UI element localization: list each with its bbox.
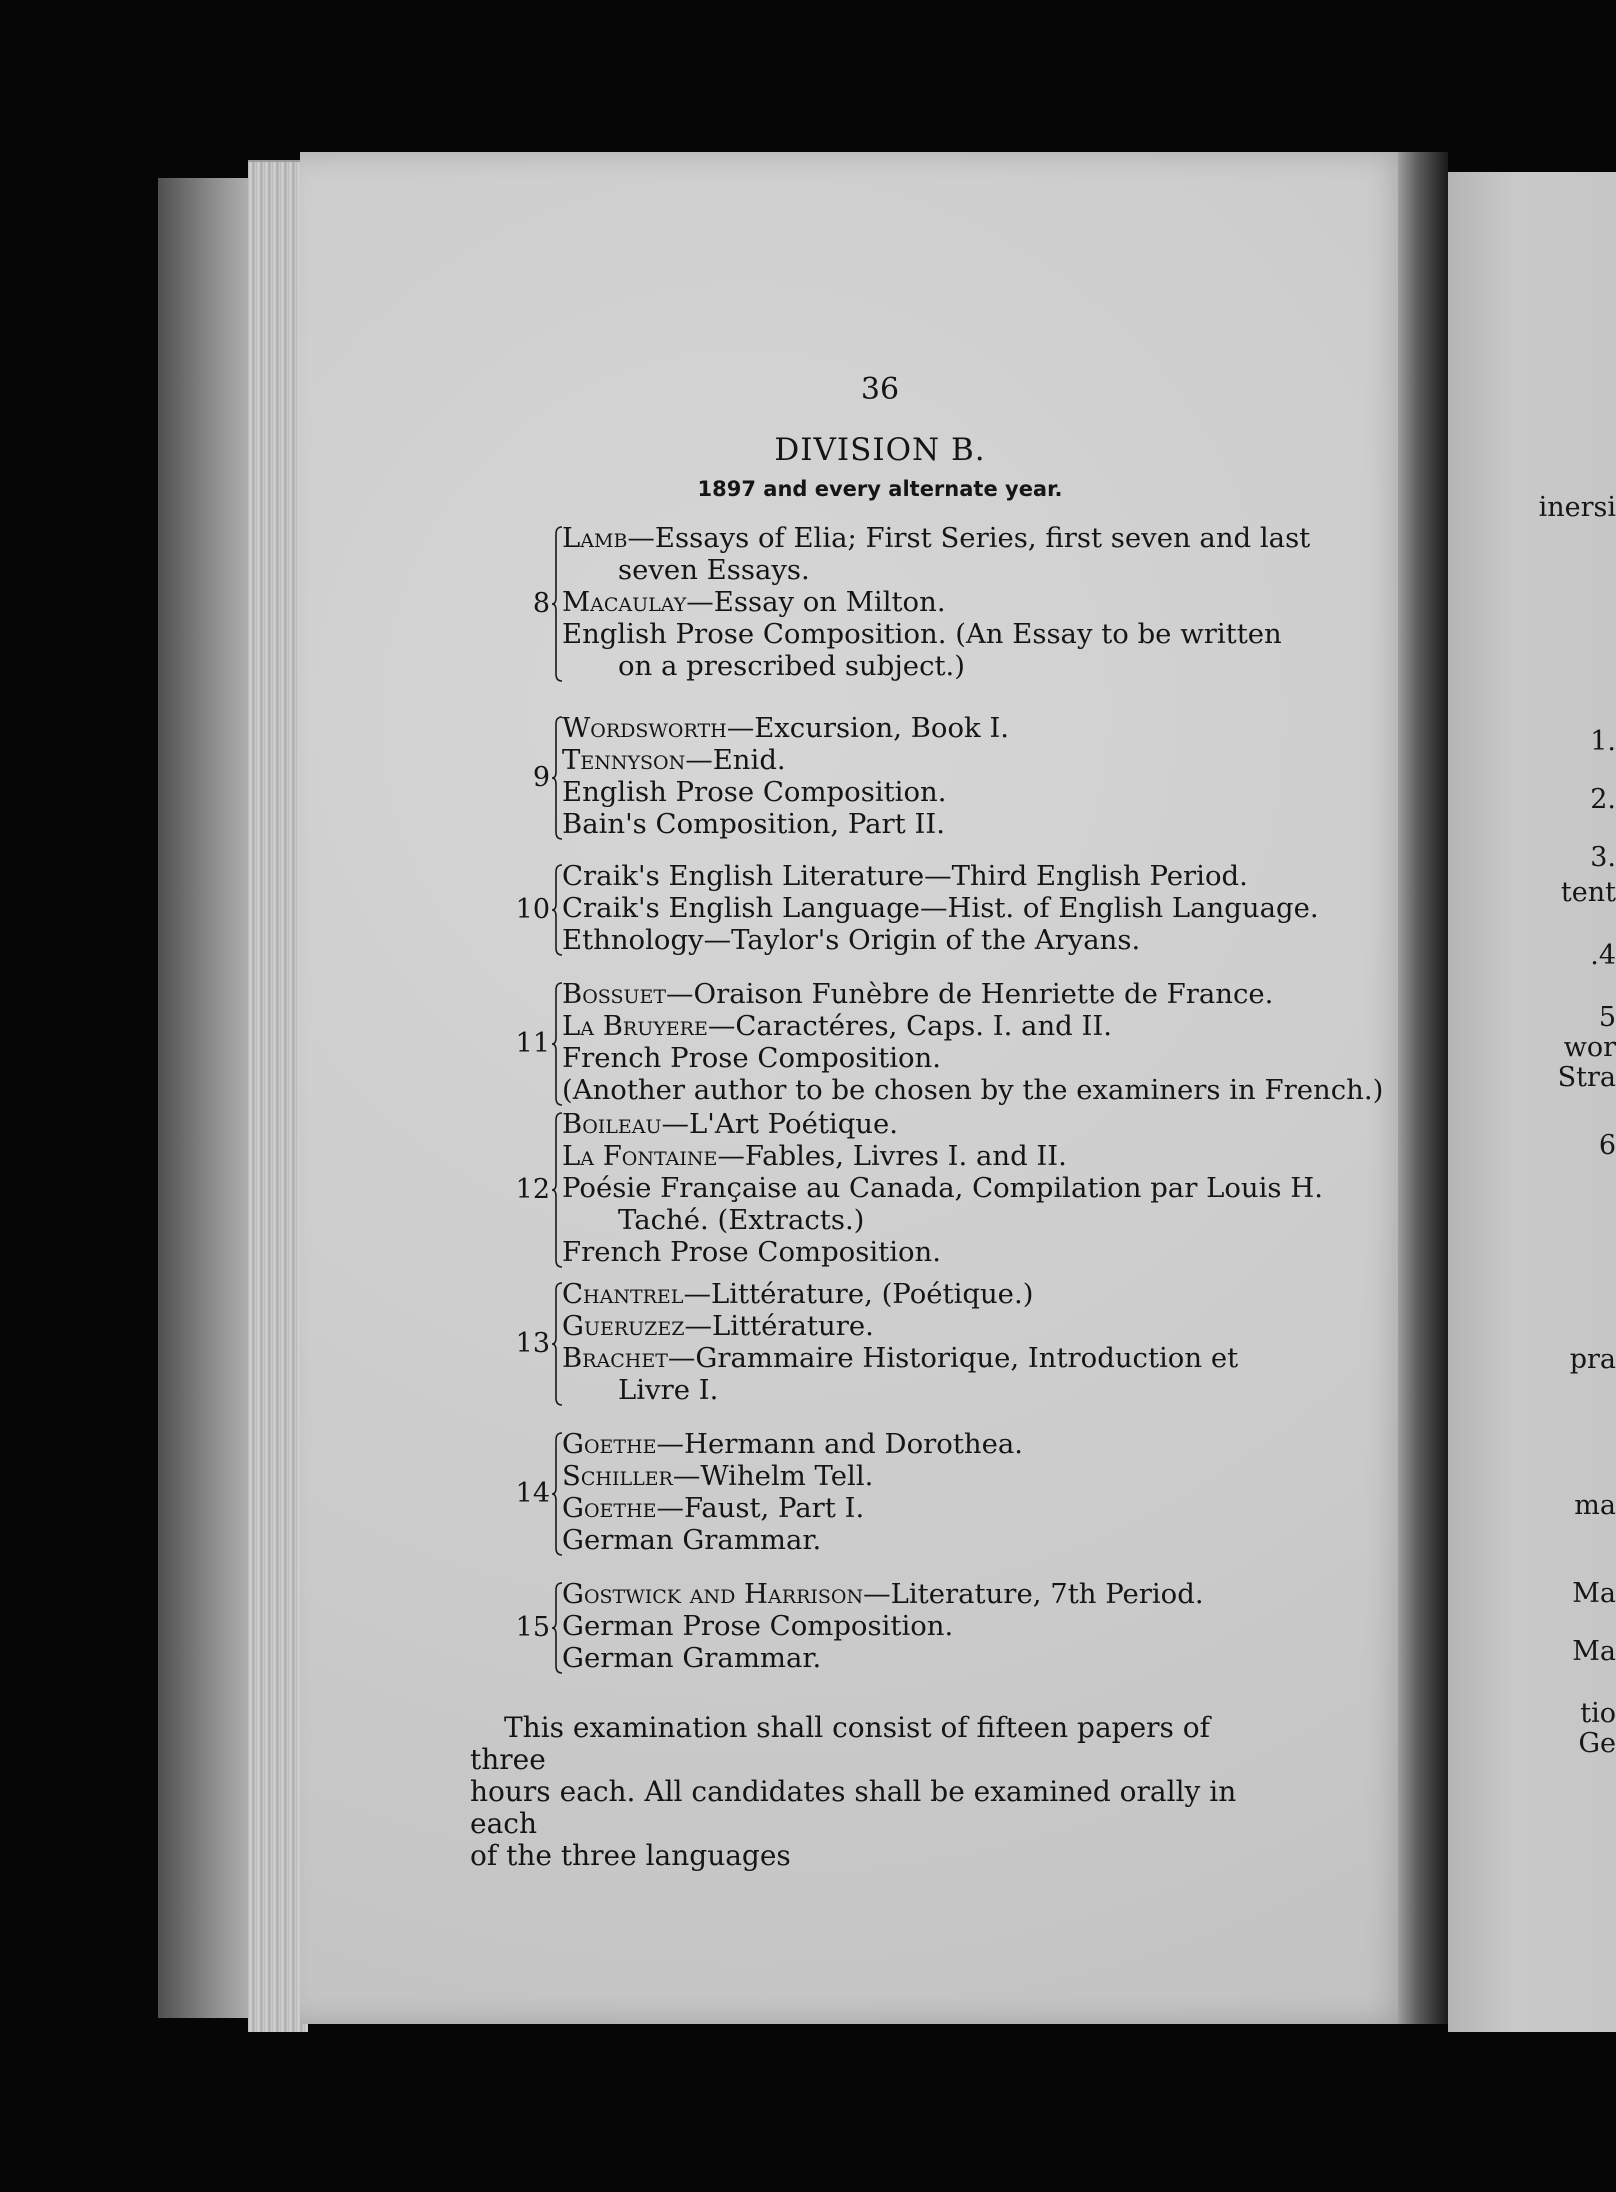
course-text: Ethnology—Taylor's Origin of the Aryans. [562,924,1141,956]
course-group [470,712,1300,840]
next-page-fragment: Ge [1578,1728,1616,1759]
group-number: 15 [515,1612,550,1643]
next-page-fragment: 2. [1590,784,1616,815]
course-group [470,978,1384,1106]
book-gutter [1398,152,1448,2024]
course-line [562,1010,1298,1042]
course-line [562,1074,1384,1106]
page-number: 36 [860,372,900,407]
course-text: —Essays of Elia; First Series, first seven and last [627,522,1311,554]
course-line [562,1578,1298,1610]
course-line [562,1342,1298,1374]
course-text: —Hermann and Dorothea. [656,1428,1024,1460]
closing-line: This examination shall consist of fifteen papers of three [470,1711,1211,1776]
author-name: La Bruyere [562,1010,708,1042]
course-text: Livre I. [618,1374,719,1406]
group-lines [562,1578,1298,1674]
course-line [562,1204,1298,1236]
author-name: Lamb [562,522,628,554]
course-line [562,1140,1298,1172]
author-name: Gueruzez [562,1310,685,1342]
course-text: —L'Art Poétique. [661,1108,899,1140]
group-number: 13 [515,1328,550,1359]
group-lines [562,1278,1298,1406]
next-page-fragment: Ma [1572,1578,1616,1609]
course-text: on a prescribed subject.) [618,650,965,682]
group-lines [562,1428,1298,1556]
closing-paragraph [470,1712,1290,1872]
course-text: —Essay on Milton. [686,586,946,618]
course-line [562,554,1298,586]
author-name: Goethe [562,1428,657,1460]
course-line [562,618,1298,650]
course-group [470,1428,1300,1556]
course-text: —Fables, Livres I. and II. [717,1140,1067,1172]
course-group [470,522,1311,682]
group-number: 14 [515,1478,550,1509]
course-text: —Grammaire Historique, Introduction et [667,1342,1239,1374]
course-line [562,1524,1298,1556]
course-text: —Literature, 7th Period. [863,1578,1204,1610]
next-page-fragment: Ma [1572,1636,1616,1667]
author-name: Boileau [562,1108,662,1140]
next-page-fragment: pra [1569,1344,1616,1375]
course-text: German Grammar. [562,1524,822,1556]
course-line [562,1460,1298,1492]
author-name: Chantrel [562,1278,684,1310]
course-line [562,1610,1298,1642]
course-group [470,1278,1300,1406]
author-name: Gostwick and Harrison [562,1578,864,1610]
course-text: —Enid. [685,744,786,776]
next-page-text [1448,172,1616,2032]
course-text: —Wihelm Tell. [672,1460,874,1492]
author-name: Schiller [562,1460,673,1492]
group-number: 10 [515,894,550,925]
next-page-fragment: tent [1560,877,1616,908]
next-page-fragment: 6 [1598,1130,1616,1161]
group-number: 11 [515,1028,550,1059]
course-line [562,1042,1298,1074]
group-lines [562,860,1319,956]
course-text: German Prose Composition. [562,1610,954,1642]
course-line [562,1642,1298,1674]
next-page-fragment: .4 [1590,940,1616,971]
next-page-fragment: 3. [1590,842,1616,873]
group-lines [562,978,1384,1106]
course-line [562,1374,1298,1406]
course-line [562,1108,1298,1140]
next-page-fragment: wor [1563,1032,1616,1063]
group-number: 8 [532,588,550,619]
course-group [470,1578,1300,1674]
course-line [562,924,1298,956]
author-name: Brachet [562,1342,668,1374]
course-text: —Oraison Funèbre de Henriette de France. [666,978,1274,1010]
course-line [562,776,1298,808]
course-text: Craik's English Language—Hist. of English Language. [562,892,1319,924]
page-title: DIVISION B. [774,432,986,468]
course-text: —Faust, Part I. [656,1492,865,1524]
course-line [562,808,1298,840]
page-edges [248,160,308,2032]
course-line [562,1310,1298,1342]
author-name: Goethe [562,1492,657,1524]
next-page-fragment: ma [1574,1490,1616,1521]
course-text: Taché. (Extracts.) [618,1204,865,1236]
course-text: English Prose Composition. [562,776,947,808]
course-line [562,892,1319,924]
group-lines [562,712,1298,840]
closing-line: hours each. All candidates shall be examined orally in each [470,1775,1237,1840]
course-text: English Prose Composition. (An Essay to be written [562,618,1282,650]
course-text: —Caractéres, Caps. I. and II. [707,1010,1112,1042]
author-name: Macaulay [562,586,687,618]
course-line [562,1492,1298,1524]
course-line [562,860,1298,892]
course-text: —Excursion, Book I. [726,712,1010,744]
next-page-fragment: 1. [1590,726,1616,757]
next-page-fragment: tio [1580,1698,1616,1729]
course-line [562,1428,1298,1460]
page-subtitle: 1897 and every alternate year. [697,477,1063,501]
next-page-fragment: Stra [1557,1062,1616,1093]
course-line [562,1278,1298,1310]
closing-line: of the three languages [470,1839,791,1872]
course-text: —Littérature, (Poétique.) [683,1278,1034,1310]
author-name: Bossuet [562,978,667,1010]
course-text: German Grammar. [562,1642,822,1674]
course-group [470,860,1319,956]
course-group [470,1108,1323,1268]
group-lines [562,522,1311,682]
course-text: (Another author to be chosen by the examiners in French.) [562,1074,1384,1106]
course-line [562,1172,1323,1204]
course-text: —Littérature. [684,1310,874,1342]
course-text: Bain's Composition, Part II. [562,808,945,840]
next-page-fragment: inersi [1538,492,1616,523]
course-line [562,1236,1298,1268]
group-number: 9 [532,762,550,793]
course-text: Poésie Française au Canada, Compilation par Louis H. [562,1172,1323,1204]
group-lines [562,1108,1323,1268]
next-page-fragment: 5 [1598,1002,1616,1033]
course-line [562,712,1298,744]
group-number: 12 [515,1174,550,1205]
course-text: seven Essays. [618,554,810,586]
course-line [562,586,1298,618]
author-name: Wordsworth [562,712,727,744]
course-text: Craik's English Literature—Third English Period. [562,860,1248,892]
course-line [562,978,1298,1010]
course-line [562,650,1298,682]
author-name: Tennyson [562,744,686,776]
course-text: French Prose Composition. [562,1042,941,1074]
author-name: La Fontaine [562,1140,718,1172]
course-line [562,522,1311,554]
course-text: French Prose Composition. [562,1236,941,1268]
course-line [562,744,1298,776]
